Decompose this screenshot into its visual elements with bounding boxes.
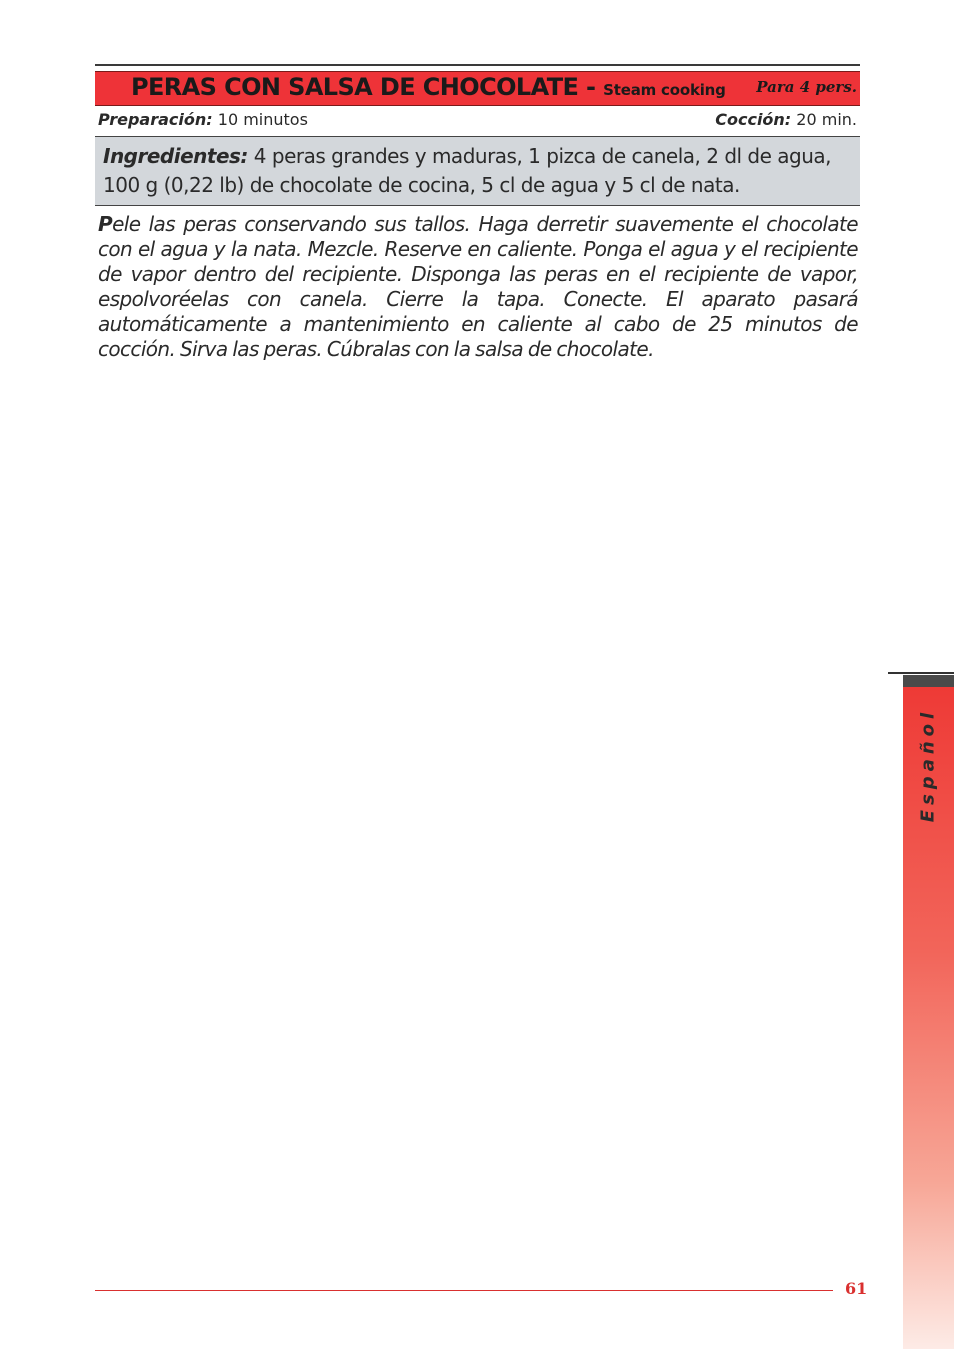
recipe-meta-row: [95, 108, 860, 136]
recipe-title: [131, 73, 726, 101]
footer-rule: [95, 1290, 833, 1291]
cooking-value: 20 min.: [791, 110, 857, 129]
preparation-time: [98, 110, 308, 129]
instructions-initial: P: [98, 212, 113, 236]
cooking-time: [715, 110, 857, 129]
top-rule: [95, 64, 860, 66]
side-tab-cap: [903, 675, 954, 687]
ingredients-box: [95, 136, 860, 206]
servings: Para 4 pers.: [756, 78, 857, 96]
recipe-title-text: PERAS CON SALSA DE CHOCOLATE: [131, 73, 579, 101]
recipe-title-bar: [95, 71, 860, 106]
preparation-value: 10 minutos: [212, 110, 308, 129]
ingredients-text: 4 peras grandes y maduras, 1 pizca de canela, 2 dl de agua, 100 g (0,22 lb) de chocolate de cocina, 5 cl de agua y 5 cl de nata.: [103, 144, 832, 197]
preparation-label: Preparación:: [98, 110, 213, 129]
side-tab-rule: [888, 672, 954, 674]
recipe-instructions: [98, 212, 858, 362]
language-label: Español: [917, 707, 939, 823]
ingredients-label: Ingredientes:: [103, 144, 248, 168]
instructions-text: ele las peras conservando sus tallos. Haga derretir suavemente el chocolate con el agua y la nata. Mezcle. Reserve en caliente. Ponga el agua y el recipiente de vapor dentro del recipiente. Disponga las peras en el recipiente de vapor, espolvoréelas con canela. Cierre la tapa. Conecte. El aparato pasará automáticamente a mantenimiento en caliente al cabo de 25 minutos de cocción. Sirva las peras. Cúbralas con la salsa de chocolate.: [98, 212, 858, 361]
cooking-label: Cocción:: [715, 110, 792, 129]
title-separator: -: [578, 73, 604, 101]
recipe-subtitle: Steam cooking: [603, 81, 726, 99]
page-number: 61: [845, 1279, 868, 1298]
